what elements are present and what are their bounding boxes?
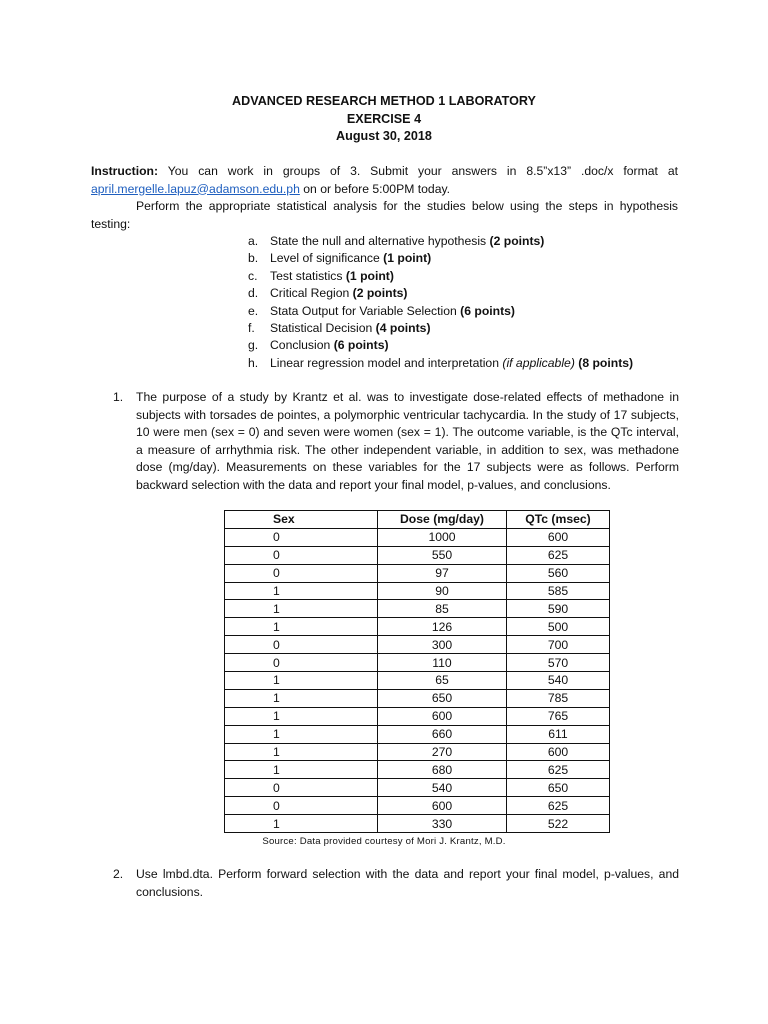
step-letter: b.	[248, 251, 259, 266]
step-item	[248, 250, 688, 267]
cell-sex: 1	[225, 743, 378, 761]
cell-dose: 540	[378, 779, 507, 797]
cell-sex: 1	[225, 672, 378, 690]
step-points: (4 points)	[375, 320, 431, 335]
step-letter: f.	[248, 320, 255, 335]
step-item	[248, 303, 688, 320]
table-row	[225, 689, 610, 707]
hypothesis-steps-list	[248, 233, 688, 372]
cell-qtc: 590	[507, 600, 610, 618]
step-item	[248, 355, 688, 372]
cell-sex: 0	[225, 636, 378, 654]
table-row	[225, 600, 610, 618]
cell-qtc: 585	[507, 582, 610, 600]
step-text: Test statistics	[270, 268, 343, 283]
question-2	[113, 866, 679, 901]
table-row	[225, 779, 610, 797]
step-letter: e.	[248, 303, 259, 318]
cell-dose: 650	[378, 689, 507, 707]
step-points: (6 points)	[333, 338, 389, 353]
document-header	[0, 93, 768, 146]
table-header-row	[225, 511, 610, 529]
perform-text: Perform the appropriate statistical analysis for the studies below using the steps in hypothesis testing:	[91, 199, 678, 231]
cell-dose: 300	[378, 636, 507, 654]
step-letter: g.	[248, 338, 259, 353]
cell-sex: 1	[225, 725, 378, 743]
cell-qtc: 625	[507, 797, 610, 815]
step-item	[248, 268, 688, 285]
table-row	[225, 528, 610, 546]
cell-qtc: 625	[507, 761, 610, 779]
step-text: Stata Output for Variable Selection	[270, 303, 457, 318]
cell-sex: 0	[225, 797, 378, 815]
cell-sex: 1	[225, 618, 378, 636]
cell-qtc: 600	[507, 528, 610, 546]
methadone-data-table	[224, 510, 610, 833]
table-row	[225, 815, 610, 833]
cell-dose: 85	[378, 600, 507, 618]
step-text: Statistical Decision	[270, 320, 373, 335]
table-row	[225, 725, 610, 743]
table-row	[225, 636, 610, 654]
cell-dose: 600	[378, 797, 507, 815]
instruction-label: Instruction:	[91, 164, 159, 178]
cell-dose: 65	[378, 672, 507, 690]
cell-sex: 0	[225, 654, 378, 672]
cell-sex: 1	[225, 707, 378, 725]
cell-qtc: 700	[507, 636, 610, 654]
cell-dose: 126	[378, 618, 507, 636]
question-text: The purpose of a study by Krantz et al. was to investigate dose-related effects of methadone in subjects with torsades de pointes, a polymorphic ventricular tachycardia. In the study of 17 subjects, 10 were men (sex = 0) and seven were women (sex = 1). The outcome variable, is the QTc interval, a measure of arrhythmia risk. The other independent variable, in addition to sex, was methadone dose (mg/day). Measurements on these variables for the 17 subjects were as follows. Perform backward selection with the data and report your final model, p-values, and conclusions.	[136, 390, 679, 492]
cell-sex: 1	[225, 815, 378, 833]
step-item	[248, 337, 688, 354]
cell-dose: 1000	[378, 528, 507, 546]
step-letter: c.	[248, 268, 258, 283]
step-points: (2 points)	[352, 286, 408, 301]
question-number: 2.	[113, 867, 124, 881]
cell-dose: 270	[378, 743, 507, 761]
submission-email-link[interactable]: april.mergelle.lapuz@adamson.edu.ph	[91, 181, 300, 196]
step-letter: h.	[248, 355, 259, 370]
cell-qtc: 560	[507, 564, 610, 582]
cell-dose: 660	[378, 725, 507, 743]
cell-dose: 97	[378, 564, 507, 582]
step-points: (2 points)	[489, 234, 545, 248]
table-row	[225, 564, 610, 582]
cell-qtc: 785	[507, 689, 610, 707]
table-row	[225, 654, 610, 672]
step-text: Level of significance	[270, 251, 380, 266]
table-body	[225, 528, 610, 832]
table-row	[225, 761, 610, 779]
step-note: (if applicable)	[502, 355, 575, 370]
cell-dose: 110	[378, 654, 507, 672]
cell-qtc: 765	[507, 707, 610, 725]
cell-qtc: 522	[507, 815, 610, 833]
deadline-text: on or before 5:00PM today.	[303, 181, 451, 196]
exercise-number: EXERCISE 4	[346, 111, 422, 126]
cell-sex: 0	[225, 564, 378, 582]
step-text: Conclusion	[270, 338, 331, 353]
step-letter: a.	[248, 234, 259, 248]
step-points: (1 point)	[345, 268, 394, 283]
course-title: ADVANCED RESEARCH METHOD 1 LABORATORY	[232, 94, 536, 108]
table-source-note: Source: Data provided courtesy of Mori J. Krantz, M.D.	[262, 836, 506, 847]
cell-sex: 0	[225, 528, 378, 546]
cell-sex: 1	[225, 600, 378, 618]
column-header-sex: Sex	[225, 511, 378, 529]
step-item	[248, 233, 688, 250]
table-row	[225, 707, 610, 725]
step-item	[248, 320, 688, 337]
table-row	[225, 546, 610, 564]
step-item	[248, 285, 688, 302]
instruction-paragraph	[91, 163, 678, 233]
exercise-date: August 30, 2018	[336, 129, 432, 143]
cell-qtc: 600	[507, 743, 610, 761]
question-number: 1.	[113, 390, 124, 404]
cell-dose: 600	[378, 707, 507, 725]
cell-qtc: 625	[507, 546, 610, 564]
cell-dose: 90	[378, 582, 507, 600]
step-points: (1 point)	[383, 251, 432, 266]
cell-qtc: 500	[507, 618, 610, 636]
step-text: State the null and alternative hypothesis	[270, 234, 487, 248]
cell-sex: 0	[225, 546, 378, 564]
cell-qtc: 570	[507, 654, 610, 672]
cell-dose: 330	[378, 815, 507, 833]
table-row	[225, 582, 610, 600]
cell-sex: 0	[225, 779, 378, 797]
table-row	[225, 743, 610, 761]
column-header-qtc: QTc (msec)	[507, 511, 610, 529]
cell-dose: 550	[378, 546, 507, 564]
step-letter: d.	[248, 286, 259, 301]
cell-qtc: 540	[507, 672, 610, 690]
column-header-dose: Dose (mg/day)	[378, 511, 507, 529]
cell-qtc: 650	[507, 779, 610, 797]
cell-dose: 680	[378, 761, 507, 779]
cell-sex: 1	[225, 761, 378, 779]
cell-sex: 1	[225, 689, 378, 707]
cell-sex: 1	[225, 582, 378, 600]
cell-qtc: 611	[507, 725, 610, 743]
table-row	[225, 797, 610, 815]
question-1	[113, 389, 679, 494]
step-points: (8 points)	[578, 355, 634, 370]
step-text: Critical Region	[270, 286, 350, 301]
step-points: (6 points)	[460, 303, 515, 318]
question-text: Use lmbd.dta. Perform forward selection with the data and report your final model, p-values, and conclusions.	[136, 867, 679, 899]
table-row	[225, 672, 610, 690]
instruction-text: You can work in groups of 3. Submit your answers in 8.5”x13” .doc/x format at	[167, 164, 678, 178]
table-row	[225, 618, 610, 636]
step-text: Linear regression model and interpretation	[270, 355, 499, 370]
